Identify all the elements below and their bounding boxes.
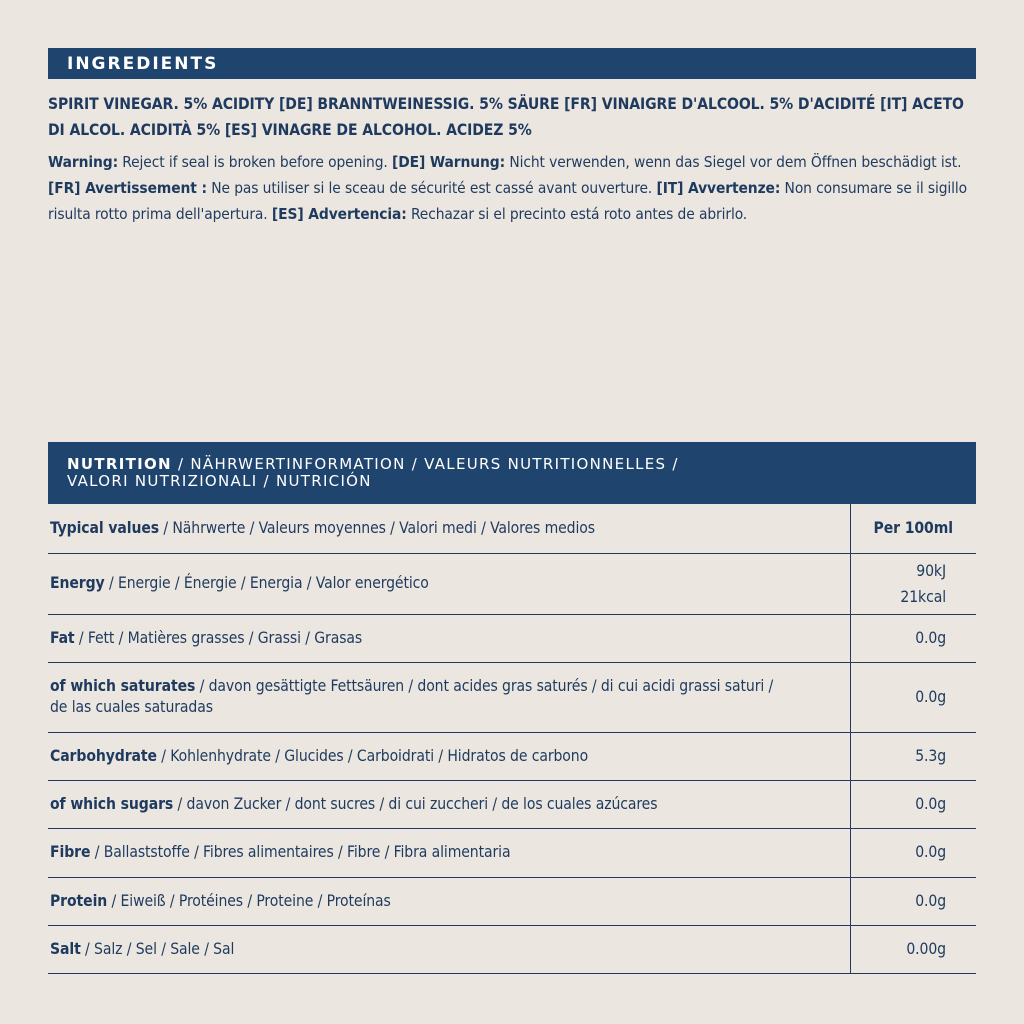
warning-text (48, 149, 978, 227)
nutrient-value: 0.0g (850, 614, 976, 662)
nutrient-value-kcal: 21kcal (900, 587, 946, 606)
nutrient-value: 0.00g (850, 925, 976, 973)
typical-values-cell (48, 504, 850, 553)
nutrient-label (48, 925, 850, 973)
nutrient-value-kj: 90kJ (916, 561, 946, 580)
warning-text-fr: Ne pas utiliser si le sceau de sécurité est cassé avant ouverture. (206, 179, 657, 197)
nutrient-value (850, 553, 976, 614)
nutrient-label (48, 828, 850, 877)
nutrient-translations: / Kohlenhydrate / Glucides / Carboidrati / Hidratos de carbono (156, 746, 589, 765)
nutrient-name: of which saturates (50, 677, 196, 695)
nutrient-value: 0.0g (850, 877, 976, 925)
nutrient-translations: / Ballaststoffe / Fibres alimentaires / Fibre / Fibra alimentaria (90, 843, 511, 861)
nutrient-translations: / Fett / Matières grasses / Grassi / Grasas (74, 628, 363, 647)
warning-label-de: [DE] Warnung: (391, 153, 506, 171)
nutrition-header-bold: NUTRITION (67, 455, 172, 473)
ingredients-header-label: INGREDIENTS (67, 54, 219, 74)
nutrient-label (48, 553, 850, 614)
nutrient-translations-cont: de las cuales saturadas (50, 698, 213, 716)
per-100ml-header: Per 100ml (850, 504, 976, 553)
nutrient-translations: / Eiweiß / Protéines / Proteine / Proteínas (107, 891, 391, 910)
table-row (48, 662, 976, 732)
nutrient-label (48, 614, 850, 662)
nutrition-header-line2: VALORI NUTRIZIONALI / NUTRICIÓN (67, 472, 372, 490)
nutrient-name: Fat (50, 628, 75, 647)
nutrient-value: 0.0g (850, 662, 976, 732)
warning-label-fr: [FR] Avertissement : (48, 179, 207, 197)
table-row (48, 553, 976, 614)
warning-label-es: [ES] Advertencia: (271, 205, 407, 223)
typical-values-rest: / Nährwerte / Valeurs moyennes / Valori medi / Valores medios (159, 518, 595, 537)
nutrient-name: Energy (50, 574, 105, 592)
nutrition-header (48, 442, 976, 504)
nutrition-table (48, 504, 976, 974)
nutrient-translations: / Salz / Sel / Sale / Sal (80, 939, 235, 958)
warning-text-de: Nicht verwenden, wenn das Siegel vor dem Öffnen beschädigt ist. (505, 153, 962, 171)
table-header-row (48, 504, 976, 553)
table-row (48, 828, 976, 877)
nutrient-label (48, 877, 850, 925)
table-row (48, 614, 976, 662)
table-row (48, 925, 976, 973)
nutrient-name: Carbohydrate (50, 746, 157, 765)
nutrient-label (48, 662, 850, 732)
warning-text-es: Rechazar si el precinto está roto antes de abrirlo. (406, 205, 748, 223)
warning-label-it: [IT] Avvertenze: (656, 179, 781, 197)
nutrient-label (48, 780, 850, 828)
warning-text-it: Non consumare se il sigillo risulta rotto prima dell'apertura. (48, 179, 968, 223)
nutrient-value: 5.3g (850, 732, 976, 780)
table-row (48, 877, 976, 925)
nutrition-header-line1 (67, 456, 976, 473)
warning-label-en: Warning: (48, 153, 119, 171)
nutrient-name: Protein (50, 891, 108, 910)
nutrient-translations: / davon Zucker / dont sucres / di cui zuccheri / de los cuales azúcares (173, 794, 658, 813)
nutrient-label (48, 732, 850, 780)
nutrient-name: of which sugars (50, 794, 174, 813)
table-row (48, 732, 976, 780)
ingredients-text: SPIRIT VINEGAR. 5% ACIDITY [DE] BRANNTWEINESSIG. 5% SÄURE [FR] VINAIGRE D'ALCOOL. 5% D'ACIDITÉ [IT] ACETO DI ALCOL. ACIDITÀ 5% [ES] VINAGRE DE ALCOHOL. ACIDEZ 5% (48, 95, 964, 139)
typical-values-bold: Typical values (50, 518, 160, 537)
nutrient-name: Salt (50, 939, 81, 958)
nutrition-header-rest: / NÄHRWERTINFORMATION / VALEURS NUTRITIONNELLES / (171, 455, 679, 473)
nutrient-value: 0.0g (850, 780, 976, 828)
nutrient-translations: / Energie / Énergie / Energia / Valor energético (104, 574, 429, 592)
nutrient-translations: / davon gesättigte Fettsäuren / dont acides gras saturés / di cui acidi grassi saturi / (195, 677, 774, 695)
nutrient-value: 0.0g (850, 828, 976, 877)
warning-text-en: Reject if seal is broken before opening. (118, 153, 392, 171)
table-row (48, 780, 976, 828)
nutrient-name: Fibre (50, 843, 91, 861)
ingredients-header (48, 48, 976, 79)
